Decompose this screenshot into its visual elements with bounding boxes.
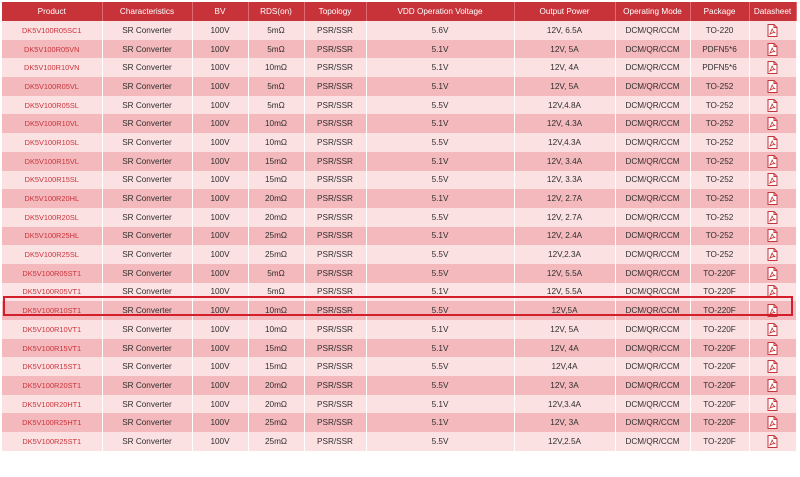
operating-mode-cell: DCM/QR/CCM xyxy=(615,432,690,451)
rds-on-cell: 10mΩ xyxy=(248,320,304,339)
operating-mode-cell: DCM/QR/CCM xyxy=(615,208,690,227)
output-power-cell: 12V, 4.3A xyxy=(514,114,615,133)
characteristics-cell: SR Converter xyxy=(102,227,192,246)
package-cell: TO-220F xyxy=(690,320,749,339)
bv-cell: 100V xyxy=(192,21,248,40)
product-cell[interactable]: DK5V100R15VL xyxy=(2,152,102,171)
bv-cell: 100V xyxy=(192,208,248,227)
table-row[interactable] xyxy=(2,245,796,264)
vdd-cell: 5.5V xyxy=(366,133,514,152)
package-cell: TO-252 xyxy=(690,189,749,208)
pdf-icon[interactable] xyxy=(767,248,778,261)
product-cell[interactable]: DK5V100R10SL xyxy=(2,133,102,152)
bv-cell: 100V xyxy=(192,245,248,264)
vdd-cell: 5.1V xyxy=(366,320,514,339)
package-cell: TO-220F xyxy=(690,376,749,395)
rds-on-cell: 25mΩ xyxy=(248,227,304,246)
datasheet-cell xyxy=(749,77,796,96)
rds-on-cell: 15mΩ xyxy=(248,339,304,358)
operating-mode-cell: DCM/QR/CCM xyxy=(615,114,690,133)
topology-cell: PSR/SSR xyxy=(304,114,366,133)
characteristics-cell: SR Converter xyxy=(102,114,192,133)
topology-cell: PSR/SSR xyxy=(304,58,366,77)
rds-on-cell: 10mΩ xyxy=(248,301,304,320)
bv-cell: 100V xyxy=(192,432,248,451)
rds-on-cell: 20mΩ xyxy=(248,208,304,227)
table-header-row xyxy=(2,2,796,21)
vdd-cell: 5.5V xyxy=(366,376,514,395)
table-row[interactable] xyxy=(2,77,796,96)
header-datasheet[interactable]: Datasheet xyxy=(749,2,796,21)
package-cell: TO-252 xyxy=(690,96,749,115)
vdd-cell: 5.1V xyxy=(366,40,514,59)
output-power-cell: 12V, 5.5A xyxy=(514,283,615,302)
pdf-icon[interactable] xyxy=(767,304,778,317)
bv-cell: 100V xyxy=(192,264,248,283)
pdf-icon[interactable] xyxy=(767,155,778,168)
pdf-icon[interactable] xyxy=(767,323,778,336)
product-cell[interactable]: DK5V100R10ST1 xyxy=(2,301,102,320)
header-vdd-operation-voltage[interactable]: VDD Operation Voltage xyxy=(366,2,514,21)
vdd-cell: 5.5V xyxy=(366,264,514,283)
operating-mode-cell: DCM/QR/CCM xyxy=(615,376,690,395)
datasheet-cell xyxy=(749,376,796,395)
topology-cell: PSR/SSR xyxy=(304,432,366,451)
operating-mode-cell: DCM/QR/CCM xyxy=(615,189,690,208)
header-topology[interactable]: Topology xyxy=(304,2,366,21)
pdf-icon[interactable] xyxy=(767,435,778,448)
pdf-icon[interactable] xyxy=(767,416,778,429)
topology-cell: PSR/SSR xyxy=(304,264,366,283)
bv-cell: 100V xyxy=(192,96,248,115)
rds-on-cell: 15mΩ xyxy=(248,171,304,190)
topology-cell: PSR/SSR xyxy=(304,413,366,432)
vdd-cell: 5.1V xyxy=(366,395,514,414)
vdd-cell: 5.5V xyxy=(366,96,514,115)
product-cell[interactable]: DK5V100R10VL xyxy=(2,114,102,133)
output-power-cell: 12V,2.3A xyxy=(514,245,615,264)
datasheet-cell xyxy=(749,21,796,40)
product-cell[interactable]: DK5V100R20HT1 xyxy=(2,395,102,414)
pdf-icon[interactable] xyxy=(767,99,778,112)
datasheet-cell xyxy=(749,245,796,264)
header-operating-mode[interactable]: Operating Mode xyxy=(615,2,690,21)
package-cell: TO-220F xyxy=(690,339,749,358)
datasheet-cell xyxy=(749,171,796,190)
datasheet-cell xyxy=(749,152,796,171)
operating-mode-cell: DCM/QR/CCM xyxy=(615,227,690,246)
vdd-cell: 5.5V xyxy=(366,357,514,376)
operating-mode-cell: DCM/QR/CCM xyxy=(615,395,690,414)
output-power-cell: 12V,2.5A xyxy=(514,432,615,451)
table-row[interactable] xyxy=(2,395,796,414)
bv-cell: 100V xyxy=(192,58,248,77)
package-cell: PDFN5*6 xyxy=(690,58,749,77)
product-cell[interactable]: DK5V100R20ST1 xyxy=(2,376,102,395)
vdd-cell: 5.1V xyxy=(366,189,514,208)
output-power-cell: 12V, 2.7A xyxy=(514,189,615,208)
output-power-cell: 12V,3.4A xyxy=(514,395,615,414)
output-power-cell: 12V,4.3A xyxy=(514,133,615,152)
datasheet-cell xyxy=(749,114,796,133)
topology-cell: PSR/SSR xyxy=(304,171,366,190)
datasheet-cell xyxy=(749,432,796,451)
output-power-cell: 12V, 3A xyxy=(514,413,615,432)
package-cell: TO-252 xyxy=(690,208,749,227)
product-cell[interactable]: DK5V100R25HT1 xyxy=(2,413,102,432)
characteristics-cell: SR Converter xyxy=(102,21,192,40)
datasheet-cell xyxy=(749,395,796,414)
datasheet-cell xyxy=(749,227,796,246)
table-row[interactable] xyxy=(2,357,796,376)
bv-cell: 100V xyxy=(192,189,248,208)
operating-mode-cell: DCM/QR/CCM xyxy=(615,264,690,283)
package-cell: TO-252 xyxy=(690,152,749,171)
operating-mode-cell: DCM/QR/CCM xyxy=(615,301,690,320)
rds-on-cell: 5mΩ xyxy=(248,283,304,302)
product-cell[interactable]: DK5V100R20HL xyxy=(2,189,102,208)
bv-cell: 100V xyxy=(192,283,248,302)
pdf-icon[interactable] xyxy=(767,192,778,205)
bv-cell: 100V xyxy=(192,152,248,171)
pdf-icon[interactable] xyxy=(767,61,778,74)
output-power-cell: 12V, 5.5A xyxy=(514,264,615,283)
characteristics-cell: SR Converter xyxy=(102,413,192,432)
rds-on-cell: 25mΩ xyxy=(248,413,304,432)
table-row[interactable] xyxy=(2,227,796,246)
pdf-icon[interactable] xyxy=(767,173,778,186)
table-row-highlighted[interactable] xyxy=(2,283,796,302)
datasheet-cell xyxy=(749,357,796,376)
package-cell: TO-252 xyxy=(690,133,749,152)
pdf-icon[interactable] xyxy=(767,24,778,37)
vdd-cell: 5.1V xyxy=(366,339,514,358)
header-package[interactable]: Package xyxy=(690,2,749,21)
operating-mode-cell: DCM/QR/CCM xyxy=(615,413,690,432)
pdf-icon[interactable] xyxy=(767,285,778,298)
characteristics-cell: SR Converter xyxy=(102,357,192,376)
topology-cell: PSR/SSR xyxy=(304,357,366,376)
operating-mode-cell: DCM/QR/CCM xyxy=(615,40,690,59)
bv-cell: 100V xyxy=(192,77,248,96)
topology-cell: PSR/SSR xyxy=(304,376,366,395)
package-cell: TO-220F xyxy=(690,395,749,414)
datasheet-cell xyxy=(749,264,796,283)
vdd-cell: 5.1V xyxy=(366,77,514,96)
table-row[interactable] xyxy=(2,301,796,320)
characteristics-cell: SR Converter xyxy=(102,189,192,208)
pdf-icon[interactable] xyxy=(767,267,778,280)
package-cell: TO-252 xyxy=(690,245,749,264)
header-rds-on[interactable]: RDS(on) xyxy=(248,2,304,21)
rds-on-cell: 5mΩ xyxy=(248,264,304,283)
package-cell: TO-220F xyxy=(690,413,749,432)
output-power-cell: 12V,4.8A xyxy=(514,96,615,115)
bv-cell: 100V xyxy=(192,114,248,133)
rds-on-cell: 20mΩ xyxy=(248,395,304,414)
topology-cell: PSR/SSR xyxy=(304,96,366,115)
table-row[interactable] xyxy=(2,21,796,40)
topology-cell: PSR/SSR xyxy=(304,77,366,96)
bv-cell: 100V xyxy=(192,339,248,358)
operating-mode-cell: DCM/QR/CCM xyxy=(615,77,690,96)
rds-on-cell: 10mΩ xyxy=(248,58,304,77)
topology-cell: PSR/SSR xyxy=(304,395,366,414)
package-cell: TO-252 xyxy=(690,171,749,190)
bv-cell: 100V xyxy=(192,376,248,395)
vdd-cell: 5.1V xyxy=(366,283,514,302)
product-table xyxy=(2,2,797,451)
characteristics-cell: SR Converter xyxy=(102,152,192,171)
operating-mode-cell: DCM/QR/CCM xyxy=(615,283,690,302)
topology-cell: PSR/SSR xyxy=(304,320,366,339)
product-cell[interactable]: DK5V100R10VN xyxy=(2,58,102,77)
characteristics-cell: SR Converter xyxy=(102,320,192,339)
operating-mode-cell: DCM/QR/CCM xyxy=(615,357,690,376)
topology-cell: PSR/SSR xyxy=(304,21,366,40)
characteristics-cell: SR Converter xyxy=(102,77,192,96)
operating-mode-cell: DCM/QR/CCM xyxy=(615,320,690,339)
operating-mode-cell: DCM/QR/CCM xyxy=(615,152,690,171)
table-row[interactable] xyxy=(2,264,796,283)
package-cell: TO-220F xyxy=(690,432,749,451)
table-row[interactable] xyxy=(2,320,796,339)
output-power-cell: 12V,5A xyxy=(514,301,615,320)
vdd-cell: 5.5V xyxy=(366,245,514,264)
product-cell[interactable]: DK5V100R05SC1 xyxy=(2,21,102,40)
product-cell[interactable]: DK5V100R25SL xyxy=(2,245,102,264)
table-row[interactable] xyxy=(2,133,796,152)
topology-cell: PSR/SSR xyxy=(304,40,366,59)
vdd-cell: 5.5V xyxy=(366,301,514,320)
characteristics-cell: SR Converter xyxy=(102,264,192,283)
header-characteristics[interactable]: Characteristics xyxy=(102,2,192,21)
package-cell: TO-220F xyxy=(690,301,749,320)
pdf-icon[interactable] xyxy=(767,229,778,242)
product-cell[interactable]: DK5V100R05SL xyxy=(2,96,102,115)
characteristics-cell: SR Converter xyxy=(102,376,192,395)
package-cell: TO-220 xyxy=(690,21,749,40)
table-row[interactable] xyxy=(2,114,796,133)
table-row[interactable] xyxy=(2,58,796,77)
datasheet-cell xyxy=(749,283,796,302)
datasheet-cell xyxy=(749,339,796,358)
rds-on-cell: 25mΩ xyxy=(248,432,304,451)
product-cell[interactable]: DK5V100R05VL xyxy=(2,77,102,96)
package-cell: TO-252 xyxy=(690,77,749,96)
output-power-cell: 12V, 5A xyxy=(514,40,615,59)
table-row[interactable] xyxy=(2,152,796,171)
characteristics-cell: SR Converter xyxy=(102,40,192,59)
product-cell[interactable]: DK5V100R25HL xyxy=(2,227,102,246)
output-power-cell: 12V, 2.7A xyxy=(514,208,615,227)
rds-on-cell: 20mΩ xyxy=(248,376,304,395)
characteristics-cell: SR Converter xyxy=(102,96,192,115)
topology-cell: PSR/SSR xyxy=(304,283,366,302)
operating-mode-cell: DCM/QR/CCM xyxy=(615,58,690,77)
pdf-icon[interactable] xyxy=(767,342,778,355)
characteristics-cell: SR Converter xyxy=(102,58,192,77)
rds-on-cell: 15mΩ xyxy=(248,357,304,376)
bv-cell: 100V xyxy=(192,395,248,414)
vdd-cell: 5.5V xyxy=(366,171,514,190)
characteristics-cell: SR Converter xyxy=(102,133,192,152)
datasheet-cell xyxy=(749,133,796,152)
output-power-cell: 12V, 5A xyxy=(514,77,615,96)
vdd-cell: 5.1V xyxy=(366,413,514,432)
vdd-cell: 5.1V xyxy=(366,58,514,77)
topology-cell: PSR/SSR xyxy=(304,189,366,208)
datasheet-cell xyxy=(749,40,796,59)
package-cell: TO-252 xyxy=(690,227,749,246)
operating-mode-cell: DCM/QR/CCM xyxy=(615,133,690,152)
product-cell[interactable]: DK5V100R25ST1 xyxy=(2,432,102,451)
characteristics-cell: SR Converter xyxy=(102,283,192,302)
datasheet-cell xyxy=(749,413,796,432)
table-row[interactable] xyxy=(2,432,796,451)
product-cell[interactable]: DK5V100R05ST1 xyxy=(2,264,102,283)
rds-on-cell: 10mΩ xyxy=(248,133,304,152)
product-cell[interactable]: DK5V100R15SL xyxy=(2,171,102,190)
package-cell: TO-220F xyxy=(690,264,749,283)
package-cell: TO-220F xyxy=(690,357,749,376)
operating-mode-cell: DCM/QR/CCM xyxy=(615,21,690,40)
table-row[interactable] xyxy=(2,413,796,432)
topology-cell: PSR/SSR xyxy=(304,245,366,264)
bv-cell: 100V xyxy=(192,133,248,152)
pdf-icon[interactable] xyxy=(767,43,778,56)
product-cell[interactable]: DK5V100R20SL xyxy=(2,208,102,227)
product-cell[interactable]: DK5V100R05VT1 xyxy=(2,283,102,302)
characteristics-cell: SR Converter xyxy=(102,301,192,320)
pdf-icon[interactable] xyxy=(767,80,778,93)
table-row[interactable] xyxy=(2,208,796,227)
output-power-cell: 12V, 4A xyxy=(514,58,615,77)
pdf-icon[interactable] xyxy=(767,360,778,373)
product-cell[interactable]: DK5V100R15ST1 xyxy=(2,357,102,376)
datasheet-cell xyxy=(749,58,796,77)
datasheet-cell xyxy=(749,208,796,227)
operating-mode-cell: DCM/QR/CCM xyxy=(615,245,690,264)
rds-on-cell: 5mΩ xyxy=(248,77,304,96)
output-power-cell: 12V, 6.5A xyxy=(514,21,615,40)
bv-cell: 100V xyxy=(192,357,248,376)
bv-cell: 100V xyxy=(192,320,248,339)
bv-cell: 100V xyxy=(192,40,248,59)
rds-on-cell: 20mΩ xyxy=(248,189,304,208)
operating-mode-cell: DCM/QR/CCM xyxy=(615,339,690,358)
topology-cell: PSR/SSR xyxy=(304,339,366,358)
rds-on-cell: 25mΩ xyxy=(248,245,304,264)
datasheet-cell xyxy=(749,189,796,208)
topology-cell: PSR/SSR xyxy=(304,152,366,171)
operating-mode-cell: DCM/QR/CCM xyxy=(615,96,690,115)
output-power-cell: 12V, 3A xyxy=(514,376,615,395)
characteristics-cell: SR Converter xyxy=(102,395,192,414)
rds-on-cell: 5mΩ xyxy=(248,21,304,40)
characteristics-cell: SR Converter xyxy=(102,171,192,190)
vdd-cell: 5.1V xyxy=(366,227,514,246)
pdf-icon[interactable] xyxy=(767,379,778,392)
bv-cell: 100V xyxy=(192,301,248,320)
characteristics-cell: SR Converter xyxy=(102,339,192,358)
product-cell[interactable]: DK5V100R15VT1 xyxy=(2,339,102,358)
datasheet-cell xyxy=(749,96,796,115)
rds-on-cell: 5mΩ xyxy=(248,40,304,59)
characteristics-cell: SR Converter xyxy=(102,208,192,227)
output-power-cell: 12V,4A xyxy=(514,357,615,376)
topology-cell: PSR/SSR xyxy=(304,208,366,227)
table-row[interactable] xyxy=(2,189,796,208)
vdd-cell: 5.1V xyxy=(366,152,514,171)
bv-cell: 100V xyxy=(192,413,248,432)
table-row[interactable] xyxy=(2,376,796,395)
bv-cell: 100V xyxy=(192,227,248,246)
output-power-cell: 12V, 2.4A xyxy=(514,227,615,246)
header-product[interactable]: Product xyxy=(2,2,102,21)
vdd-cell: 5.5V xyxy=(366,432,514,451)
topology-cell: PSR/SSR xyxy=(304,227,366,246)
rds-on-cell: 5mΩ xyxy=(248,96,304,115)
package-cell: TO-252 xyxy=(690,114,749,133)
characteristics-cell: SR Converter xyxy=(102,245,192,264)
topology-cell: PSR/SSR xyxy=(304,301,366,320)
product-cell[interactable]: DK5V100R10VT1 xyxy=(2,320,102,339)
table-row[interactable] xyxy=(2,40,796,59)
product-cell[interactable]: DK5V100R05VN xyxy=(2,40,102,59)
rds-on-cell: 10mΩ xyxy=(248,114,304,133)
table-row[interactable] xyxy=(2,171,796,190)
header-output-power[interactable]: Output Power xyxy=(514,2,615,21)
table-row[interactable] xyxy=(2,339,796,358)
header-bv[interactable]: BV xyxy=(192,2,248,21)
datasheet-cell xyxy=(749,320,796,339)
package-cell: TO-220F xyxy=(690,283,749,302)
pdf-icon[interactable] xyxy=(767,211,778,224)
rds-on-cell: 15mΩ xyxy=(248,152,304,171)
datasheet-cell xyxy=(749,301,796,320)
operating-mode-cell: DCM/QR/CCM xyxy=(615,171,690,190)
bv-cell: 100V xyxy=(192,171,248,190)
pdf-icon[interactable] xyxy=(767,136,778,149)
output-power-cell: 12V, 3.4A xyxy=(514,152,615,171)
output-power-cell: 12V, 3.3A xyxy=(514,171,615,190)
output-power-cell: 12V, 4A xyxy=(514,339,615,358)
topology-cell: PSR/SSR xyxy=(304,133,366,152)
pdf-icon[interactable] xyxy=(767,117,778,130)
output-power-cell: 12V, 5A xyxy=(514,320,615,339)
characteristics-cell: SR Converter xyxy=(102,432,192,451)
vdd-cell: 5.1V xyxy=(366,114,514,133)
table-row[interactable] xyxy=(2,96,796,115)
vdd-cell: 5.6V xyxy=(366,21,514,40)
package-cell: PDFN5*6 xyxy=(690,40,749,59)
vdd-cell: 5.5V xyxy=(366,208,514,227)
pdf-icon[interactable] xyxy=(767,398,778,411)
